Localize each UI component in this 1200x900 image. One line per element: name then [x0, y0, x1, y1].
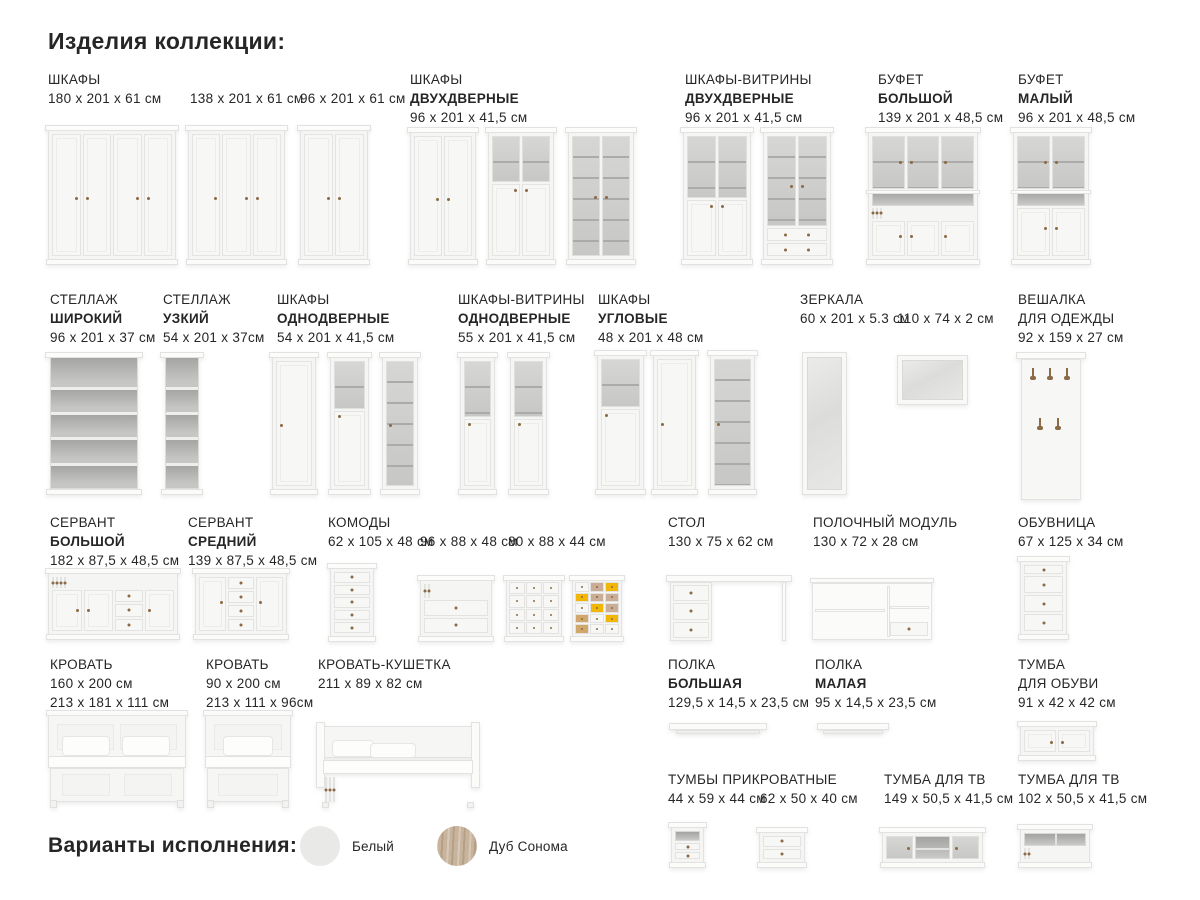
label-daybed: КРОВАТЬ-КУШЕТКА 211 х 89 х 82 см	[318, 657, 451, 691]
chest-multidrawer-color-illustration	[572, 575, 622, 642]
wardrobe-2door-solid-illustration	[410, 127, 476, 265]
label-sideboard-large: СЕРВАНТ БОЛЬШОЙ 182 х 87,5 х 48,5 см	[50, 515, 180, 568]
shelving-narrow-illustration	[163, 352, 201, 495]
wardrobe-2door-glass-illustration	[568, 127, 634, 265]
label-shoe-cabinet-tall: ОБУВНИЦА 67 х 125 х 34 см	[1018, 515, 1124, 549]
nightstand-niche-illustration	[671, 822, 704, 868]
label-wardrobes	[48, 70, 161, 108]
wardrobe-138-illustration	[188, 125, 285, 265]
label-sideboard-medium: СЕРВАНТ СРЕДНИЙ 139 х 87,5 х 48,5 см	[188, 515, 318, 568]
buffet-large-illustration	[868, 127, 978, 265]
bed-90-illustration	[205, 710, 291, 808]
coat-hook-icon	[1066, 368, 1068, 378]
label-shelving-narrow: СТЕЛЛАЖ УЗКИЙ 54 х 201 х 37см	[163, 292, 265, 345]
finish-label-oak-sonoma: Дуб Сонома	[489, 839, 568, 854]
wardrobe-1door-glasstop-illustration	[330, 352, 369, 495]
label-nightstand-2-dims: 62 х 50 х 40 см	[760, 791, 858, 806]
finish-swatch-white	[300, 826, 340, 866]
label-tv-stand-large: ТУМБА ДЛЯ ТВ 149 х 50,5 х 41,5 см	[884, 772, 1014, 806]
label-display-cabinets-2door: ШКАФЫ-ВИТРИНЫ ДВУХДВЕРНЫЕ 96 х 201 х 41,5 см	[685, 72, 812, 125]
nightstand-2drawer-illustration	[759, 827, 805, 868]
wall-shelf-large-illustration	[669, 723, 767, 736]
tv-stand-large-illustration	[882, 827, 983, 868]
label-mirror-tall-dims: 60 х 201 х 5.3 см	[800, 311, 910, 326]
wardrobe-2door-glasstop-illustration	[488, 127, 554, 265]
label-corner-wardrobes: ШКАФЫ УГЛОВЫЕ 48 х 201 х 48 см	[598, 292, 704, 345]
label-shelf-module: ПОЛОЧНЫЙ МОДУЛЬ 130 х 72 х 28 см	[813, 515, 958, 549]
label-buffet-large: БУФЕТ БОЛЬШОЙ 139 х 201 х 48,5 см	[878, 72, 1004, 125]
display-cabinet-1door-b-illustration	[510, 352, 547, 495]
display-cabinet-1door-a-illustration	[460, 352, 495, 495]
label-mirrors: ЗЕРКАЛА	[800, 292, 864, 307]
label-nightstand-1-dims: 44 х 59 х 44 см	[668, 791, 766, 806]
corner-wardrobe-glass-illustration	[710, 350, 755, 495]
shoe-cabinet-tall-illustration	[1020, 556, 1067, 640]
label-wardrobes-1door: ШКАФЫ ОДНОДВЕРНЫЕ 54 х 201 х 41,5 см	[277, 292, 395, 345]
label-buffet-small: БУФЕТ МАЛЫЙ 96 х 201 х 48,5 см	[1018, 72, 1136, 125]
product-dims: 180 х 201 х 61 см	[48, 91, 162, 106]
mirror-small-illustration	[897, 355, 968, 405]
coat-hook-icon	[1039, 418, 1041, 428]
desk-illustration	[668, 575, 790, 641]
product-name: ШКАФЫ	[48, 72, 101, 87]
mirror-tall-illustration	[802, 352, 847, 495]
wall-shelf-small-illustration	[817, 723, 889, 736]
finishes-title: Варианты исполнения:	[48, 834, 298, 857]
label-tv-stand-small: ТУМБА ДЛЯ ТВ 102 х 50,5 х 41,5 см	[1018, 772, 1148, 806]
display-cabinet-2door-drawers-illustration	[763, 127, 831, 265]
coat-hook-icon	[1057, 418, 1059, 428]
wardrobe-96-illustration	[300, 125, 368, 265]
label-chest-3-dims: 80 х 88 х 44 см	[508, 534, 606, 549]
coat-hook-icon	[1032, 368, 1034, 378]
label-coat-rack: ВЕШАЛКА ДЛЯ ОДЕЖДЫ 92 х 159 х 27 см	[1018, 292, 1124, 345]
label-shoe-bench: ТУМБА ДЛЯ ОБУВИ 91 х 42 х 42 см	[1018, 657, 1116, 710]
corner-wardrobe-solid-illustration	[653, 350, 696, 495]
buffet-small-illustration	[1013, 127, 1089, 265]
wardrobe-1door-glass-illustration	[382, 352, 418, 495]
coat-hook-icon	[1049, 368, 1051, 378]
label-mirror-small-dims: 110 х 74 х 2 см	[897, 311, 994, 326]
chest-4drawer-illustration	[420, 575, 492, 642]
shoe-bench-illustration	[1020, 721, 1094, 761]
label-chest-1-dims: 62 х 105 х 48 см	[328, 534, 434, 549]
label-wardrobe-138-dims: 138 х 201 х 61 см	[190, 91, 304, 106]
display-cabinet-2door-glasstop-illustration	[683, 127, 751, 265]
label-desk: СТОЛ 130 х 75 х 62 см	[668, 515, 774, 549]
label-bed-90: КРОВАТЬ 90 х 200 см 213 х 111 х 96см	[206, 657, 314, 710]
coat-rack-illustration	[1019, 352, 1083, 500]
bed-160-illustration	[48, 710, 186, 808]
shelf-module-illustration	[812, 578, 932, 640]
label-shelf-small: ПОЛКА МАЛАЯ 95 х 14,5 х 23,5 см	[815, 657, 937, 710]
sideboard-large-illustration	[48, 568, 178, 640]
corner-wardrobe-glasstop-illustration	[597, 350, 644, 495]
label-nightstands: ТУМБЫ ПРИКРОВАТНЫЕ	[668, 772, 837, 787]
page-title: Изделия коллекции:	[48, 28, 286, 54]
wardrobe-180-illustration	[48, 125, 176, 265]
finish-label-white: Белый	[352, 839, 395, 854]
label-display-cabinets-1door: ШКАФЫ-ВИТРИНЫ ОДНОДВЕРНЫЕ 55 х 201 х 41,5 см	[458, 292, 585, 345]
label-shelving-wide: СТЕЛЛАЖ ШИРОКИЙ 96 х 201 х 37 см	[50, 292, 156, 345]
chest-5drawer-illustration	[330, 563, 374, 642]
label-shelf-large: ПОЛКА БОЛЬШАЯ 129,5 х 14,5 х 23,5 см	[668, 657, 810, 710]
wardrobe-1door-solid-illustration	[272, 352, 316, 495]
label-chests: КОМОДЫ	[328, 515, 391, 530]
label-chest-2-dims: 96 х 88 х 48 см	[420, 534, 518, 549]
tv-stand-small-illustration	[1020, 824, 1090, 868]
sideboard-medium-illustration	[195, 568, 287, 640]
shelving-wide-illustration	[48, 352, 140, 495]
label-wardrobe-96-dims: 96 х 201 х 61 см	[300, 91, 406, 106]
chest-multidrawer-white-illustration	[506, 575, 562, 642]
label-wardrobes-2door: ШКАФЫ ДВУХДВЕРНЫЕ 96 х 201 х 41,5 см	[410, 72, 528, 125]
label-bed-160: КРОВАТЬ 160 х 200 см 213 х 181 х 111 см	[50, 657, 170, 710]
finish-swatch-oak-sonoma	[437, 826, 477, 866]
daybed-illustration	[318, 722, 478, 808]
